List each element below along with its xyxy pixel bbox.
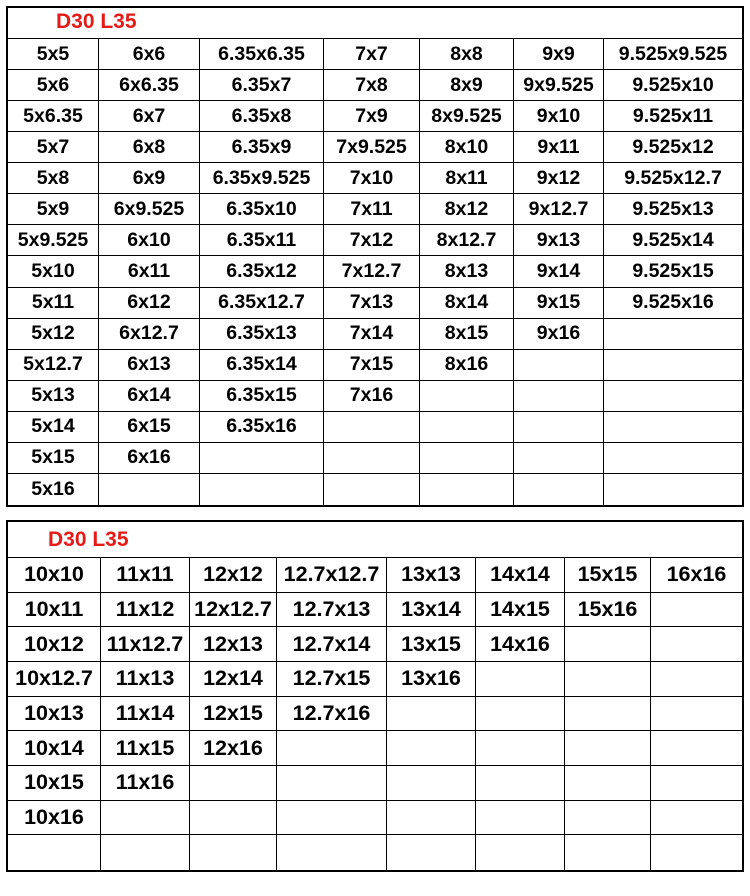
size-cell: 11x15 bbox=[101, 731, 190, 766]
empty-cell bbox=[200, 443, 324, 474]
size-cell: 6.35x16 bbox=[200, 412, 324, 443]
size-cell: 9x9 bbox=[514, 39, 604, 70]
empty-cell bbox=[387, 766, 476, 801]
size-cell: 9x9.525 bbox=[514, 70, 604, 101]
size-cell: 12.7x16 bbox=[277, 697, 387, 732]
size-cell: 7x7 bbox=[324, 39, 420, 70]
size-table-1 bbox=[6, 6, 744, 507]
empty-cell bbox=[651, 662, 742, 697]
size-cell: 7x12.7 bbox=[324, 256, 420, 287]
empty-cell bbox=[565, 627, 651, 662]
size-cell: 8x9 bbox=[420, 70, 514, 101]
size-cell: 8x14 bbox=[420, 288, 514, 319]
size-cell: 15x15 bbox=[565, 558, 651, 593]
size-cell: 9.525x10 bbox=[604, 70, 742, 101]
size-cell: 5x15 bbox=[8, 443, 99, 474]
empty-cell bbox=[514, 443, 604, 474]
size-cell: 7x15 bbox=[324, 350, 420, 381]
size-cell: 11x12.7 bbox=[101, 627, 190, 662]
size-cell: 16x16 bbox=[651, 558, 742, 593]
size-cell: 10x13 bbox=[8, 697, 101, 732]
size-cell: 5x12 bbox=[8, 319, 99, 350]
size-cell: 12.7x13 bbox=[277, 593, 387, 628]
size-cell: 5x16 bbox=[8, 474, 99, 505]
size-cell: 14x16 bbox=[476, 627, 565, 662]
empty-cell bbox=[476, 766, 565, 801]
size-cell: 9x14 bbox=[514, 256, 604, 287]
size-cell: 5x11 bbox=[8, 288, 99, 319]
size-cell: 13x13 bbox=[387, 558, 476, 593]
empty-cell bbox=[420, 443, 514, 474]
size-cell: 5x14 bbox=[8, 412, 99, 443]
empty-cell bbox=[99, 474, 200, 505]
empty-cell bbox=[476, 662, 565, 697]
size-cell: 6x9 bbox=[99, 163, 200, 194]
empty-cell bbox=[277, 801, 387, 836]
size-cell: 5x6 bbox=[8, 70, 99, 101]
size-cell: 9.525x14 bbox=[604, 225, 742, 256]
size-cell: 10x15 bbox=[8, 766, 101, 801]
empty-cell bbox=[651, 627, 742, 662]
size-cell: 7x9.525 bbox=[324, 132, 420, 163]
size-cell: 6x12 bbox=[99, 288, 200, 319]
table-grid bbox=[8, 39, 742, 505]
size-cell: 6x15 bbox=[99, 412, 200, 443]
size-cell: 7x13 bbox=[324, 288, 420, 319]
empty-cell bbox=[514, 381, 604, 412]
empty-cell bbox=[324, 443, 420, 474]
empty-cell bbox=[651, 731, 742, 766]
size-cell: 9.525x11 bbox=[604, 101, 742, 132]
empty-cell bbox=[565, 801, 651, 836]
table-title: D30 L35 bbox=[8, 8, 742, 39]
size-cell: 6.35x9 bbox=[200, 132, 324, 163]
size-cell: 6x13 bbox=[99, 350, 200, 381]
size-cell: 9.525x12.7 bbox=[604, 163, 742, 194]
size-cell: 9.525x15 bbox=[604, 256, 742, 287]
size-cell: 12.7x15 bbox=[277, 662, 387, 697]
size-cell: 6.35x13 bbox=[200, 319, 324, 350]
empty-cell bbox=[651, 835, 742, 870]
size-cell: 8x11 bbox=[420, 163, 514, 194]
size-cell: 7x11 bbox=[324, 194, 420, 225]
empty-cell bbox=[565, 766, 651, 801]
size-cell: 11x12 bbox=[101, 593, 190, 628]
empty-cell bbox=[277, 766, 387, 801]
empty-cell bbox=[277, 835, 387, 870]
empty-cell bbox=[565, 697, 651, 732]
size-cell: 9.525x13 bbox=[604, 194, 742, 225]
size-cell: 7x8 bbox=[324, 70, 420, 101]
size-cell: 12x12.7 bbox=[190, 593, 277, 628]
size-cell: 6.35x11 bbox=[200, 225, 324, 256]
size-cell: 10x10 bbox=[8, 558, 101, 593]
size-cell: 14x15 bbox=[476, 593, 565, 628]
size-cell: 8x8 bbox=[420, 39, 514, 70]
size-cell: 9.525x12 bbox=[604, 132, 742, 163]
empty-cell bbox=[420, 412, 514, 443]
size-cell: 6x7 bbox=[99, 101, 200, 132]
size-cell: 8x16 bbox=[420, 350, 514, 381]
size-cell: 12x14 bbox=[190, 662, 277, 697]
size-cell: 9x13 bbox=[514, 225, 604, 256]
size-cell: 6x14 bbox=[99, 381, 200, 412]
empty-cell bbox=[387, 801, 476, 836]
empty-cell bbox=[651, 593, 742, 628]
size-cell: 11x14 bbox=[101, 697, 190, 732]
size-cell: 5x10 bbox=[8, 256, 99, 287]
empty-cell bbox=[277, 731, 387, 766]
size-cell: 9.525x9.525 bbox=[604, 39, 742, 70]
empty-cell bbox=[420, 474, 514, 505]
size-cell: 15x16 bbox=[565, 593, 651, 628]
size-cell: 10x12 bbox=[8, 627, 101, 662]
size-cell: 9.525x16 bbox=[604, 288, 742, 319]
empty-cell bbox=[604, 319, 742, 350]
size-cell: 8x12 bbox=[420, 194, 514, 225]
size-cell: 8x10 bbox=[420, 132, 514, 163]
size-cell: 6x8 bbox=[99, 132, 200, 163]
size-cell: 6x16 bbox=[99, 443, 200, 474]
table-title: D30 L35 bbox=[8, 522, 742, 558]
size-cell: 9x16 bbox=[514, 319, 604, 350]
empty-cell bbox=[476, 801, 565, 836]
size-cell: 6.35x15 bbox=[200, 381, 324, 412]
size-cell: 7x16 bbox=[324, 381, 420, 412]
size-cell: 12x12 bbox=[190, 558, 277, 593]
empty-cell bbox=[101, 835, 190, 870]
size-cell: 5x8 bbox=[8, 163, 99, 194]
size-cell: 12.7x12.7 bbox=[277, 558, 387, 593]
empty-cell bbox=[514, 474, 604, 505]
empty-cell bbox=[476, 835, 565, 870]
size-cell: 6.35x7 bbox=[200, 70, 324, 101]
empty-cell bbox=[604, 381, 742, 412]
empty-cell bbox=[387, 697, 476, 732]
empty-cell bbox=[514, 412, 604, 443]
size-cell: 9x10 bbox=[514, 101, 604, 132]
empty-cell bbox=[604, 350, 742, 381]
size-cell: 9x12 bbox=[514, 163, 604, 194]
size-cell: 6x11 bbox=[99, 256, 200, 287]
size-cell: 6.35x9.525 bbox=[200, 163, 324, 194]
empty-cell bbox=[651, 766, 742, 801]
empty-cell bbox=[190, 766, 277, 801]
size-cell: 7x9 bbox=[324, 101, 420, 132]
table-grid bbox=[8, 558, 742, 870]
size-cell: 8x13 bbox=[420, 256, 514, 287]
size-cell: 13x14 bbox=[387, 593, 476, 628]
size-cell: 12x13 bbox=[190, 627, 277, 662]
size-cell: 7x10 bbox=[324, 163, 420, 194]
size-cell: 5x6.35 bbox=[8, 101, 99, 132]
size-cell: 6.35x6.35 bbox=[200, 39, 324, 70]
empty-cell bbox=[514, 350, 604, 381]
empty-cell bbox=[476, 731, 565, 766]
empty-cell bbox=[604, 443, 742, 474]
size-table-2 bbox=[6, 520, 744, 872]
size-cell: 13x16 bbox=[387, 662, 476, 697]
empty-cell bbox=[324, 412, 420, 443]
empty-cell bbox=[565, 662, 651, 697]
size-cell: 9x11 bbox=[514, 132, 604, 163]
size-cell: 5x7 bbox=[8, 132, 99, 163]
empty-cell bbox=[324, 474, 420, 505]
size-cell: 8x15 bbox=[420, 319, 514, 350]
empty-cell bbox=[604, 412, 742, 443]
size-cell: 8x9.525 bbox=[420, 101, 514, 132]
size-cell: 9x12.7 bbox=[514, 194, 604, 225]
empty-cell bbox=[387, 731, 476, 766]
size-cell: 6.35x8 bbox=[200, 101, 324, 132]
size-cell: 12x16 bbox=[190, 731, 277, 766]
size-cell: 11x16 bbox=[101, 766, 190, 801]
size-cell: 6.35x10 bbox=[200, 194, 324, 225]
size-cell: 10x16 bbox=[8, 801, 101, 836]
size-cell: 6x9.525 bbox=[99, 194, 200, 225]
empty-cell bbox=[565, 835, 651, 870]
empty-cell bbox=[200, 474, 324, 505]
size-cell: 10x14 bbox=[8, 731, 101, 766]
size-cell: 6x10 bbox=[99, 225, 200, 256]
size-cell: 12.7x14 bbox=[277, 627, 387, 662]
size-cell: 5x9 bbox=[8, 194, 99, 225]
size-cell: 13x15 bbox=[387, 627, 476, 662]
size-cell: 6x6.35 bbox=[99, 70, 200, 101]
size-cell: 6.35x12 bbox=[200, 256, 324, 287]
empty-cell bbox=[565, 731, 651, 766]
empty-cell bbox=[604, 474, 742, 505]
empty-cell bbox=[651, 801, 742, 836]
size-cell: 9x15 bbox=[514, 288, 604, 319]
size-cell: 7x14 bbox=[324, 319, 420, 350]
size-cell: 11x11 bbox=[101, 558, 190, 593]
size-cell: 8x12.7 bbox=[420, 225, 514, 256]
empty-cell bbox=[651, 697, 742, 732]
size-cell: 6x12.7 bbox=[99, 319, 200, 350]
size-cell: 6x6 bbox=[99, 39, 200, 70]
size-cell: 6.35x14 bbox=[200, 350, 324, 381]
size-cell: 5x9.525 bbox=[8, 225, 99, 256]
empty-cell bbox=[476, 697, 565, 732]
size-cell: 6.35x12.7 bbox=[200, 288, 324, 319]
size-cell: 7x12 bbox=[324, 225, 420, 256]
size-cell: 5x5 bbox=[8, 39, 99, 70]
size-cell: 5x13 bbox=[8, 381, 99, 412]
size-cell: 10x11 bbox=[8, 593, 101, 628]
size-cell: 11x13 bbox=[101, 662, 190, 697]
empty-cell bbox=[190, 835, 277, 870]
empty-cell bbox=[8, 835, 101, 870]
empty-cell bbox=[101, 801, 190, 836]
size-cell: 14x14 bbox=[476, 558, 565, 593]
empty-cell bbox=[190, 801, 277, 836]
empty-cell bbox=[420, 381, 514, 412]
size-cell: 12x15 bbox=[190, 697, 277, 732]
size-cell: 5x12.7 bbox=[8, 350, 99, 381]
size-cell: 10x12.7 bbox=[8, 662, 101, 697]
empty-cell bbox=[387, 835, 476, 870]
